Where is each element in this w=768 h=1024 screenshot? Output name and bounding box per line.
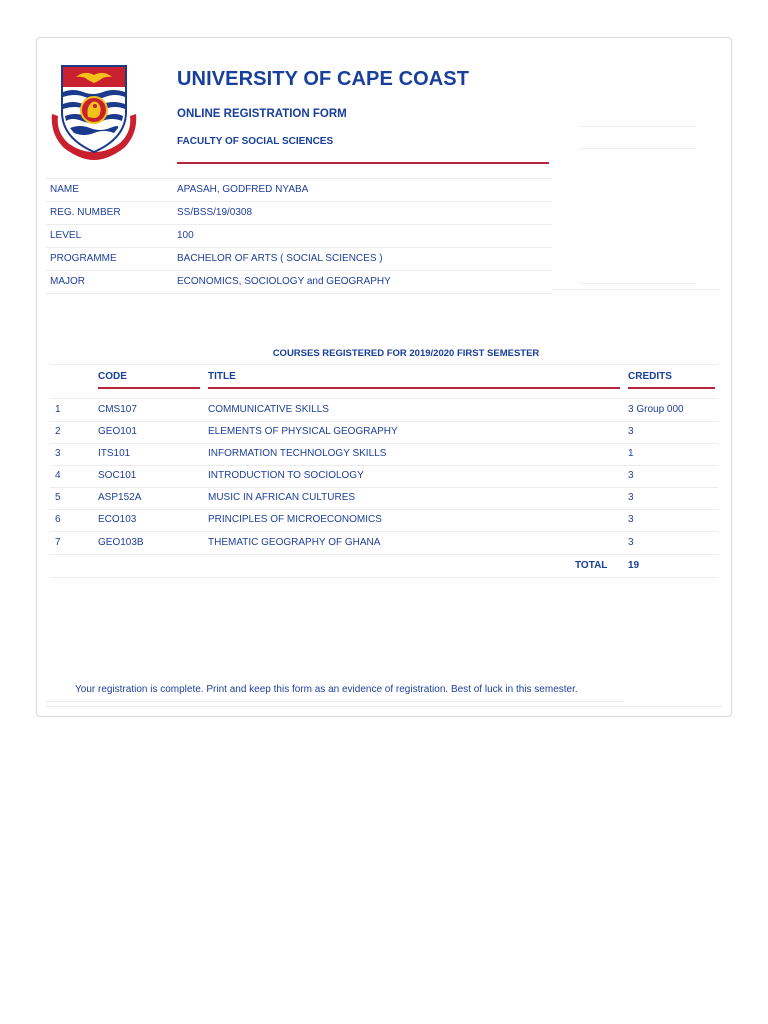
- course-row: [50, 487, 718, 510]
- right-divider: [580, 283, 696, 284]
- course-number: 2: [55, 426, 61, 437]
- info-row-reg-number: [46, 202, 552, 225]
- course-credits: 1: [628, 448, 634, 459]
- course-code: CMS107: [98, 404, 137, 415]
- total-bottom-line: [50, 577, 718, 578]
- header-divider: [177, 162, 549, 164]
- info-label: LEVEL: [50, 230, 82, 241]
- faculty-name: FACULTY OF SOCIAL SCIENCES: [177, 136, 334, 147]
- course-code: GEO101: [98, 426, 137, 437]
- student-info-table: [46, 178, 552, 294]
- student-name: APASAH, GODFRED NYABA: [177, 184, 309, 195]
- course-row: [50, 532, 718, 555]
- course-number: 7: [55, 537, 61, 548]
- course-credits: 3: [628, 426, 634, 437]
- code-header-underline: [98, 387, 200, 389]
- course-credits: 3 Group 000: [628, 404, 684, 415]
- column-header-credits: CREDITS: [628, 371, 672, 382]
- course-title: ELEMENTS OF PHYSICAL GEOGRAPHY: [208, 426, 398, 437]
- course-title: INTRODUCTION TO SOCIOLOGY: [208, 470, 364, 481]
- courses-heading: COURSES REGISTERED FOR 2019/2020 FIRST SEMESTER: [272, 348, 540, 359]
- course-number: 4: [55, 470, 61, 481]
- level: 100: [177, 230, 194, 241]
- info-label: MAJOR: [50, 276, 85, 287]
- course-row: [50, 465, 718, 488]
- university-title: UNIVERSITY OF CAPE COAST: [177, 68, 470, 90]
- course-number: 1: [55, 404, 61, 415]
- course-code: SOC101: [98, 470, 137, 481]
- university-crest-logo: [46, 62, 142, 162]
- programme: BACHELOR OF ARTS ( SOCIAL SCIENCES ): [177, 253, 383, 264]
- total-credits: 19: [628, 560, 640, 571]
- column-header-title: TITLE: [208, 371, 236, 382]
- reg-number: SS/BSS/19/0308: [177, 207, 253, 218]
- info-row-major: [46, 271, 552, 294]
- course-number: 5: [55, 492, 61, 503]
- course-title: THEMATIC GEOGRAPHY OF GHANA: [208, 537, 381, 548]
- course-credits: 3: [628, 492, 634, 503]
- courses-top-line: [50, 364, 718, 365]
- info-row-level: [46, 225, 552, 248]
- form-title: ONLINE REGISTRATION FORM: [177, 108, 347, 120]
- course-credits: 3: [628, 470, 634, 481]
- course-credits: 3: [628, 514, 634, 525]
- completion-message: Your registration is complete. Print and keep this form as an evidence of registration. Best of luck in this semester.: [75, 684, 578, 695]
- footer-line: [46, 706, 722, 707]
- course-title: PRINCIPLES OF MICROECONOMICS: [208, 514, 382, 525]
- info-label: PROGRAMME: [50, 253, 117, 264]
- credits-header-underline: [628, 387, 715, 389]
- course-title: INFORMATION TECHNOLOGY SKILLS: [208, 448, 387, 459]
- course-row: [50, 399, 718, 422]
- title-header-underline: [208, 387, 620, 389]
- course-row: [50, 421, 718, 444]
- major: ECONOMICS, SOCIOLOGY and GEOGRAPHY: [177, 276, 391, 287]
- course-credits: 3: [628, 537, 634, 548]
- course-code: GEO103B: [98, 537, 144, 548]
- course-code: ITS101: [98, 448, 131, 459]
- course-row: [50, 509, 718, 532]
- course-number: 6: [55, 514, 61, 525]
- right-divider: [580, 126, 696, 127]
- course-title: COMMUNICATIVE SKILLS: [208, 404, 329, 415]
- column-header-code: CODE: [98, 371, 127, 382]
- course-code: ASP152A: [98, 492, 142, 503]
- course-code: ECO103: [98, 514, 137, 525]
- course-row: [50, 443, 718, 466]
- info-row-name: [46, 178, 552, 202]
- right-divider: [552, 289, 720, 290]
- course-number: 3: [55, 448, 61, 459]
- info-label: NAME: [50, 184, 79, 195]
- total-label: TOTAL: [575, 560, 608, 571]
- info-row-programme: [46, 248, 552, 271]
- footer-line: [46, 701, 624, 702]
- info-label: REG. NUMBER: [50, 207, 121, 218]
- course-title: MUSIC IN AFRICAN CULTURES: [208, 492, 356, 503]
- right-divider: [580, 148, 696, 149]
